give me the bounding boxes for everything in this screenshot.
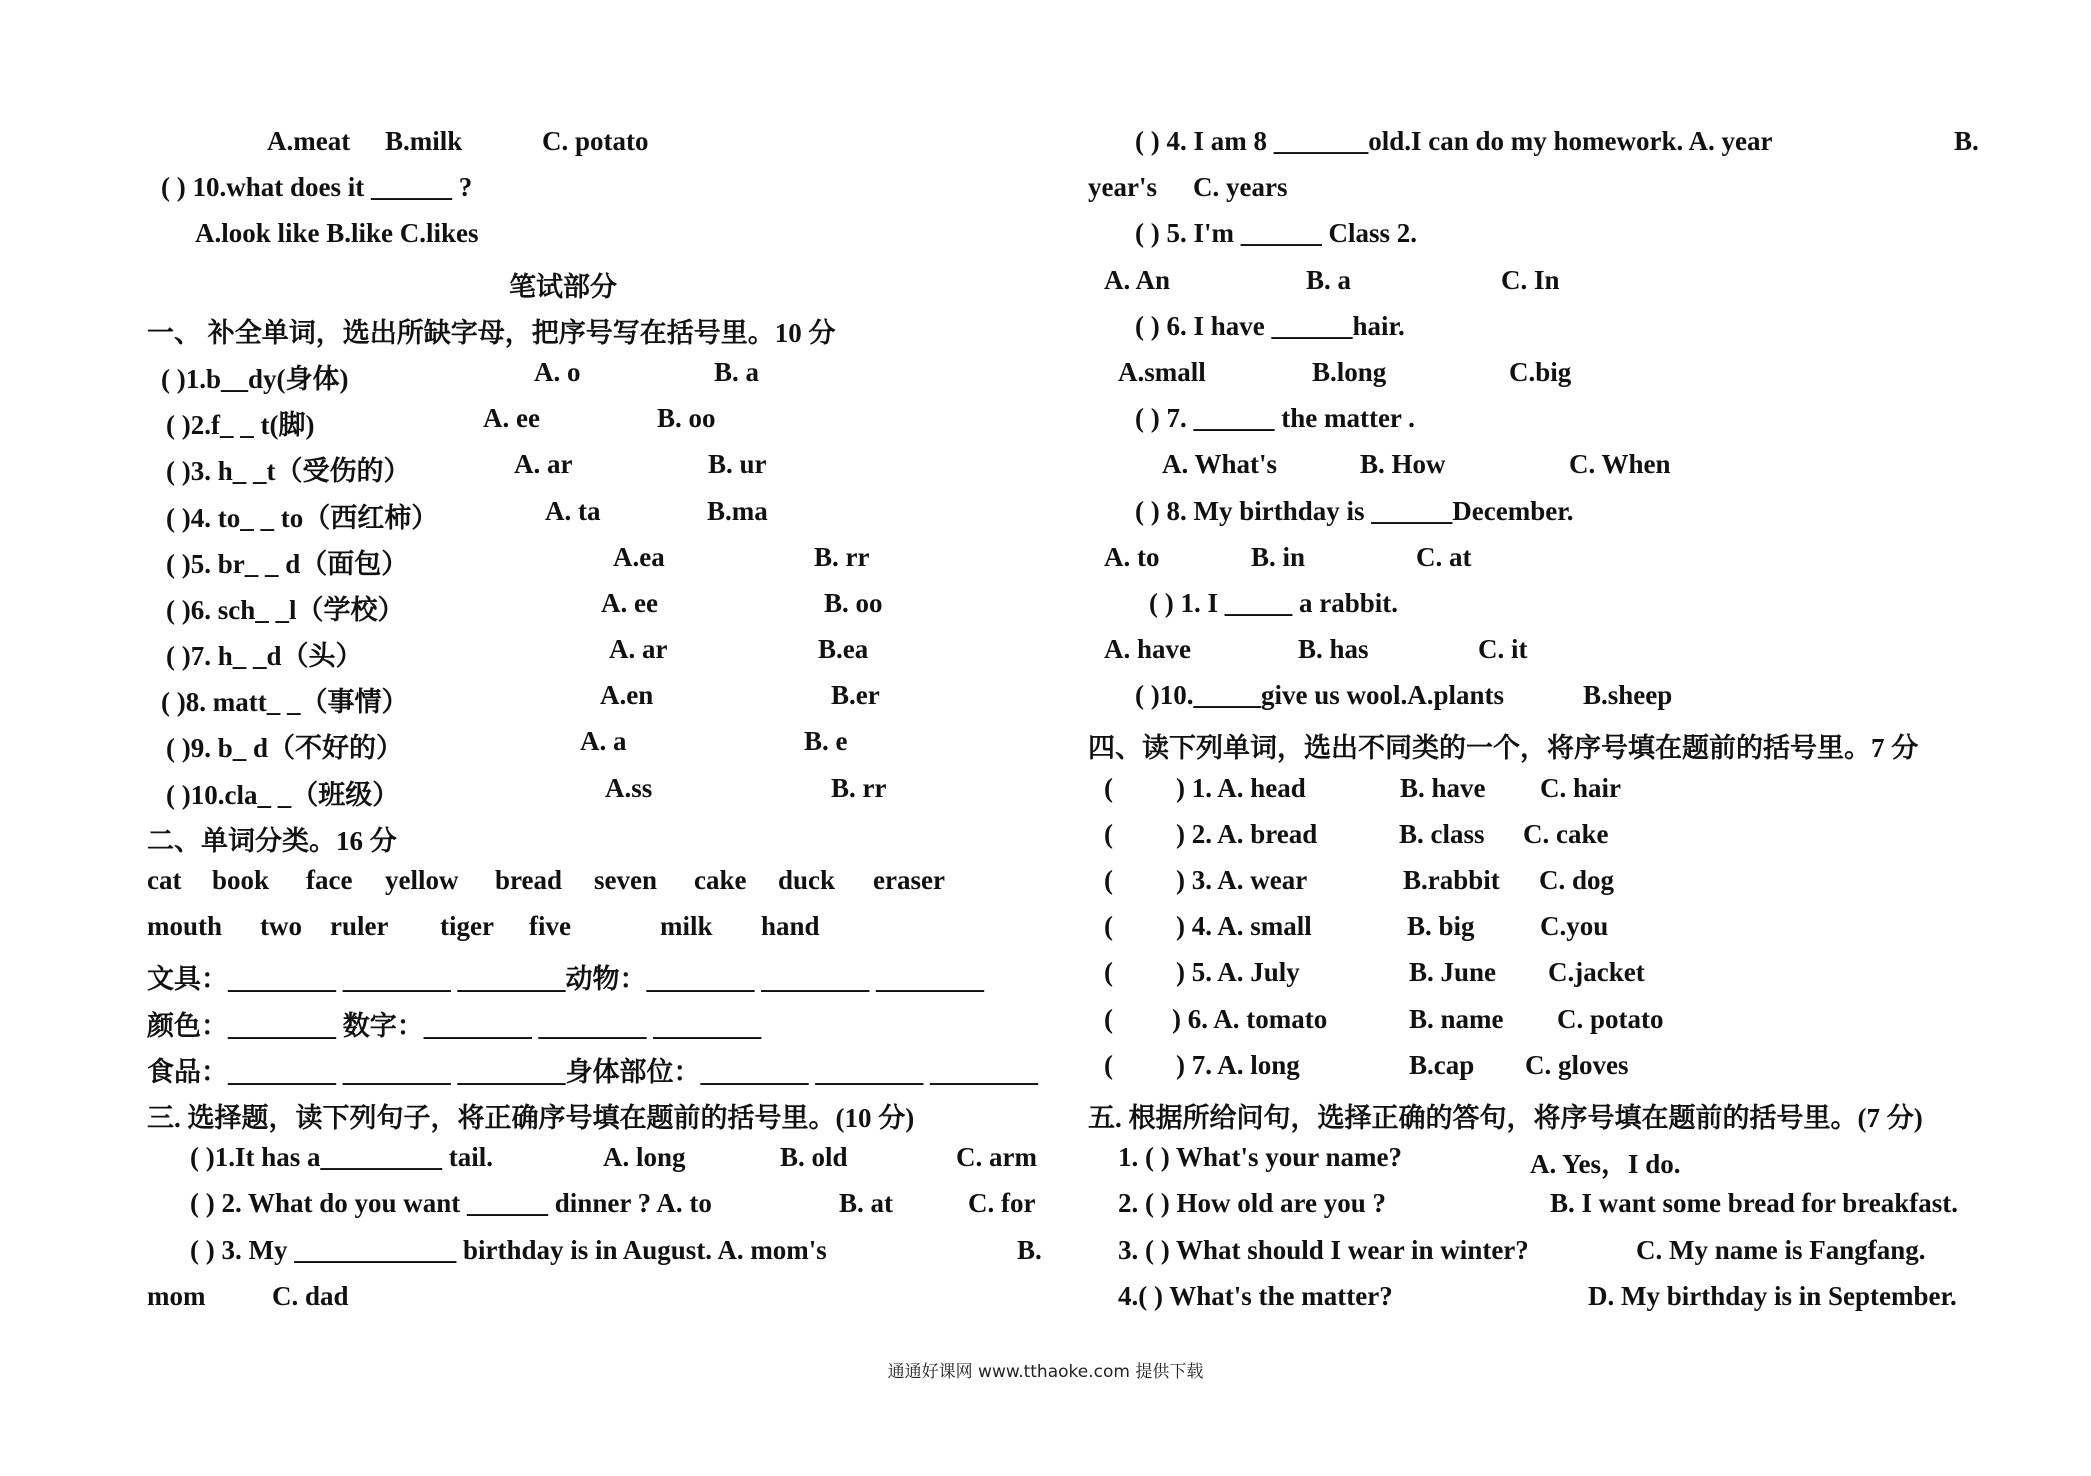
text-segment: ( )3. h_ _t（受伤的） [166,456,411,487]
text-segment: A.meat [267,126,351,156]
left-line [147,172,1047,218]
text-segment: ) 4. A. small [1176,911,1312,942]
text-segment: ( ) 4. I am 8 _______old.I can do my homework. A. year [1135,126,1773,156]
right-line [1088,172,1988,218]
text-segment: ( ) 1. I _____ a rabbit. [1149,587,1398,618]
text-segment: two [260,911,302,942]
text-segment: ( [1104,957,1113,988]
text-segment: C.you [1540,911,1609,942]
right-line [1088,865,1988,911]
text-segment: A.ea [613,541,665,572]
text-segment: tiger [440,911,494,942]
right-line [1088,1235,1988,1281]
text-segment: C. In [1501,264,1560,295]
text-segment: A. to [1104,541,1160,572]
text-segment: C. dad [272,1280,349,1311]
right-line [1088,957,1988,1003]
text-segment: ( ) 8. My birthday is ______December. [1135,495,1574,526]
text-segment: 文具：________ ________ ________动物：________ ________ ________ [147,964,984,995]
left-line [147,865,1047,911]
text-segment: 颜色：________ 数字：________ ________ ________ [147,1010,762,1041]
text-segment: A. ta [545,495,601,526]
text-segment: B. [1017,1234,1042,1265]
left-line [147,1235,1047,1281]
text-segment: B. name [1409,1003,1504,1034]
text-segment: B.er [831,680,880,711]
right-line [1088,265,1988,311]
text-segment: C. it [1478,634,1528,665]
text-segment: ( )10.cla_ _（班级） [166,779,400,810]
text-segment: ( [1104,911,1113,942]
text-segment: eraser [873,865,945,895]
text-segment: ( [1104,1049,1113,1080]
text-segment: A. ee [601,587,658,618]
text-segment: ( ) 3. My ____________ birthday is in August. A. mom's [190,1234,827,1265]
text-segment: 五. 根据所给问句，选择正确的答句，将序号填在题前的括号里。(7 分) [1088,1102,1923,1133]
left-line [147,911,1047,957]
right-line [1088,819,1988,865]
text-segment: A.en [600,680,654,711]
right-line [1088,403,1988,449]
text-segment: A. long [603,1142,686,1173]
text-segment: ) 3. A. wear [1176,865,1308,895]
text-segment: ( )8. matt_ _（事情） [161,687,409,718]
text-segment: C. potato [1557,1003,1664,1034]
text-segment: year's [1088,172,1157,203]
text-segment: ( )1.b__dy(身体) [161,363,349,394]
text-segment: A.look like B.like C.likes [195,218,479,249]
text-segment: 4.( ) What's the matter? [1118,1280,1393,1311]
text-segment: five [529,911,571,942]
text-segment: B.milk [385,126,463,156]
text-segment: B. big [1407,911,1475,942]
left-line [147,542,1047,588]
text-segment: mouth [147,911,223,942]
right-column [1088,126,1988,1327]
left-line [147,357,1047,403]
left-line [147,1281,1047,1327]
right-line [1088,680,1988,726]
left-line [147,449,1047,495]
text-segment: B. ur [708,449,767,480]
text-segment: bread [495,865,563,895]
text-segment: A. a [580,726,627,757]
left-line [147,218,1047,264]
text-segment: 2. ( ) How old are you ? [1118,1188,1386,1219]
text-segment: cake [694,865,747,895]
right-line [1088,911,1988,957]
right-line [1088,773,1988,819]
left-line [147,126,1047,172]
text-segment: A. ar [609,634,668,665]
left-line [147,726,1047,772]
text-segment: A. have [1104,634,1191,665]
text-segment: B. old [780,1142,848,1173]
right-line [1088,1188,1988,1234]
text-segment: A. ar [514,449,573,480]
text-segment: ( )6. sch_ _l（学校） [166,594,405,625]
right-line [1088,542,1988,588]
right-line [1088,588,1988,634]
right-line [1088,126,1988,172]
right-line [1088,1142,1988,1188]
left-line [147,819,1047,865]
right-line [1088,496,1988,542]
footer-credit: 通通好课网 www.tthaoke.com 提供下载 [887,1362,1204,1382]
text-segment: hand [761,911,820,942]
text-segment: A. An [1104,264,1171,295]
text-segment: ( ) 2. What do you want ______ dinner ? A. to [190,1188,712,1219]
text-segment: A.small [1118,356,1206,387]
text-segment: C. dog [1539,865,1615,895]
text-segment: ( )7. h_ _d（头） [166,641,363,672]
left-line [147,588,1047,634]
text-segment: C. for [968,1188,1036,1219]
text-segment: ( [1104,865,1113,895]
text-segment: B.cap [1409,1049,1475,1080]
left-line [147,773,1047,819]
left-line [147,634,1047,680]
text-segment: 笔试部分 [509,271,617,302]
text-segment: A. Yes，I do. [1530,1149,1681,1180]
text-segment: ( )5. br_ _ d（面包） [166,548,409,579]
right-line [1088,1281,1988,1327]
text-segment: B. at [839,1188,893,1219]
text-segment: A. o [534,356,581,387]
text-segment: A. ee [483,403,540,434]
right-line [1088,357,1988,403]
text-segment: B.sheep [1583,680,1673,711]
left-line [147,1142,1047,1188]
text-segment: 3. ( ) What should I wear in winter? [1118,1234,1529,1265]
left-line [147,957,1047,1003]
text-segment: B. have [1400,772,1486,803]
text-segment: C. My name is Fangfang. [1636,1234,1926,1265]
text-segment: B. has [1298,634,1369,665]
text-segment: B. a [714,356,760,387]
text-segment: A. What's [1162,449,1278,480]
text-segment: C. gloves [1525,1049,1629,1080]
text-segment: duck [778,865,836,895]
right-line [1088,1050,1988,1096]
text-segment: ) 5. A. July [1176,957,1300,988]
text-segment: B. a [1306,264,1352,295]
text-segment: 食品：________ ________ ________身体部位：________ ________ ________ [147,1056,1038,1087]
text-segment: C. years [1193,172,1288,203]
right-line [1088,1096,1988,1142]
text-segment: B. class [1399,818,1485,849]
text-segment: 二、单词分类。16 分 [147,825,397,856]
text-segment: D. My birthday is in September. [1588,1280,1957,1311]
text-segment: 1. ( ) What's your name? [1118,1142,1403,1173]
text-segment: B. e [804,726,848,757]
left-line [147,1004,1047,1050]
text-segment: B. oo [657,403,716,434]
text-segment: B. in [1251,541,1306,572]
text-segment: C. When [1569,449,1671,480]
text-segment: 三. 选择题，读下列句子，将正确序号填在题前的括号里。(10 分) [147,1102,915,1133]
text-segment: A.ss [605,772,653,803]
text-segment: face [306,865,353,895]
left-line [147,1188,1047,1234]
left-line [147,680,1047,726]
text-segment: C.big [1509,356,1572,387]
text-segment: seven [594,865,657,895]
text-segment: ( [1104,818,1113,849]
right-line [1088,218,1988,264]
text-segment: 一、 补全单词，选出所缺字母，把序号写在括号里。10 分 [147,317,836,348]
text-segment: ( ) 7. ______ the matter . [1135,403,1415,434]
text-segment: ) 2. A. bread [1176,818,1318,849]
left-line [147,265,1047,311]
left-line [147,1096,1047,1142]
text-segment: mom [147,1280,206,1311]
text-segment: B.ma [707,495,768,526]
left-line [147,403,1047,449]
text-segment: ( ) 5. I'm ______ Class 2. [1135,218,1417,249]
left-line [147,496,1047,542]
text-segment: C. potato [542,126,649,156]
text-segment: milk [660,911,713,942]
right-line [1088,634,1988,680]
text-segment: book [212,865,270,895]
text-segment: B. [1954,126,1979,156]
text-segment: C.jacket [1548,957,1645,988]
left-line [147,311,1047,357]
text-segment: ruler [330,911,389,942]
text-segment: yellow [385,865,459,895]
text-segment: ( ) 10.what does it ______ ? [161,172,473,203]
text-segment: B. June [1409,957,1497,988]
text-segment: C. cake [1523,818,1609,849]
text-segment: ( [1104,1003,1113,1034]
text-segment: 四、读下列单词，选出不同类的一个，将序号填在题前的括号里。7 分 [1088,733,1919,764]
text-segment: cat [147,865,182,895]
text-segment: B.rabbit [1403,865,1500,895]
text-segment: ( )10._____give us wool.A.plants [1135,680,1505,711]
text-segment: B. rr [814,541,870,572]
text-segment: B. rr [831,772,887,803]
text-segment: B. How [1360,449,1446,480]
left-column [147,126,1047,1327]
right-line [1088,726,1988,772]
text-segment: C. hair [1540,772,1621,803]
text-segment: ( ) 6. I have ______hair. [1135,310,1405,341]
text-segment: B. I want some bread for breakfast. [1550,1188,1959,1219]
text-segment: ) 7. A. long [1176,1049,1300,1080]
text-segment: ( )9. b_ d（不好的） [166,733,404,764]
right-line [1088,449,1988,495]
text-segment: B.ea [818,634,869,665]
text-segment: B.long [1312,356,1387,387]
right-line [1088,311,1988,357]
text-segment: ( )4. to_ _ to（西红柿） [166,502,439,533]
text-segment: C. arm [956,1142,1037,1173]
right-line [1088,1004,1988,1050]
text-segment: C. at [1416,541,1472,572]
text-segment: ( )2.f_ _ t(脚) [166,410,315,441]
text-segment: ) 6. A. tomato [1172,1003,1328,1034]
text-segment: ( [1104,772,1113,803]
left-line [147,1050,1047,1096]
text-segment: ( )1.It has a_________ tail. [190,1142,493,1173]
text-segment: B. oo [824,587,883,618]
text-segment: ) 1. A. head [1176,772,1306,803]
